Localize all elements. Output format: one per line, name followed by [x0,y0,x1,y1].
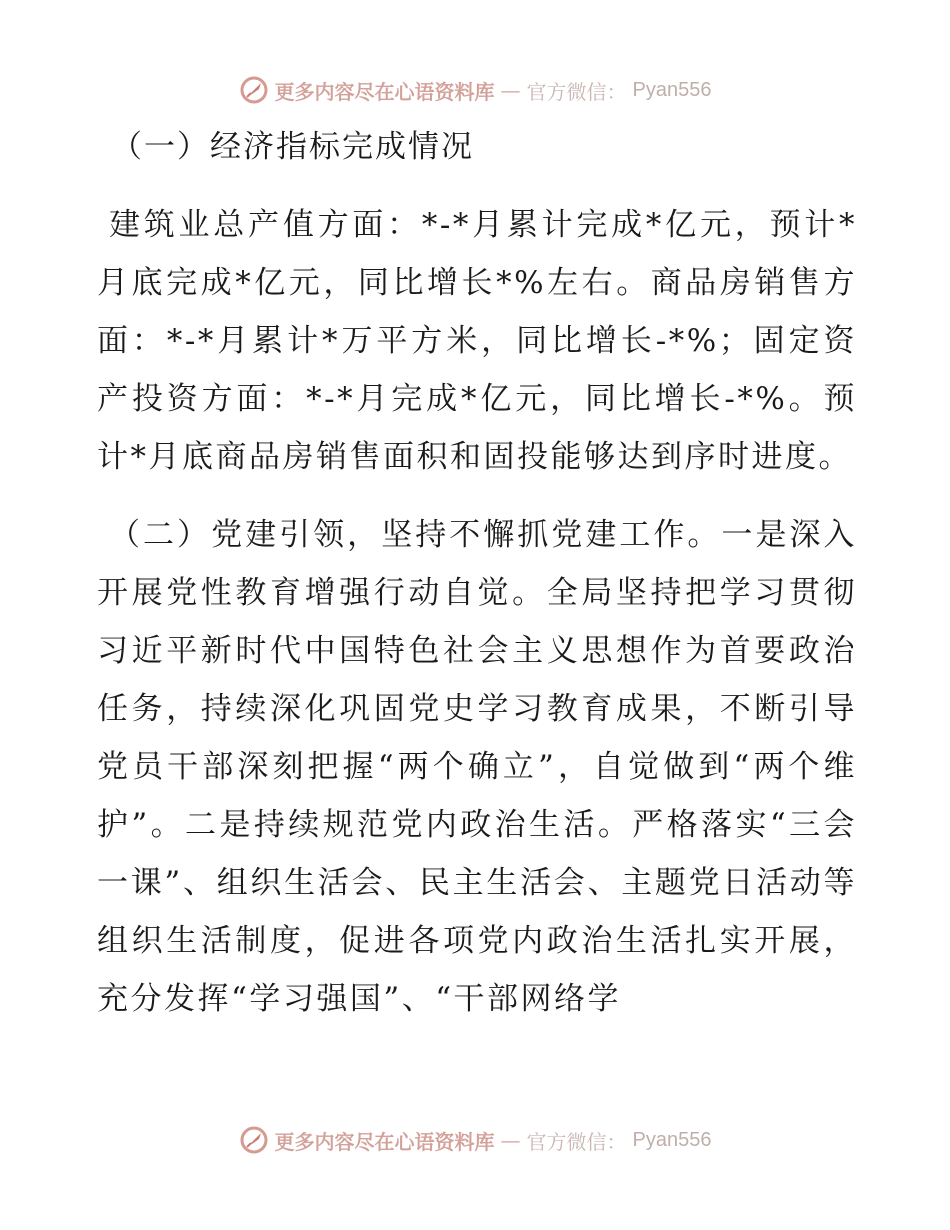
watermark-separator: — [500,1128,521,1152]
header-watermark [0,70,950,110]
paragraph-party-building: （二）党建引领，坚持不懈抓党建工作。一是深入开展党性教育增强行动自觉。全局坚持把学习贯彻习近平新时代中国特色社会主义思想作为首要政治任务，持续深化巩固党史学习教育成果，不断引导党员干部深刻把握“两个确立”，自觉做到“两个维护”。二是持续规范党内政治生活。严格落实“三会一课”、组织生活会、民主生活会、主题党日活动等组织生活制度，促进各项党内政治生活扎实开展，充分发挥“学习强国”、“干部网络学 [97,517,857,1017]
document-body [97,118,857,1028]
watermark-label: 官方微信： [526,79,627,104]
watermark-label: 官方微信： [526,1129,627,1154]
watermark-brand-text: 更多内容尽在心语资料库 [274,1129,495,1154]
quill-logo-icon [239,75,269,105]
footer-watermark [0,1120,950,1160]
quill-logo-icon [239,1125,269,1155]
section-heading-economic-indicators: （一）经济指标完成情况 [111,129,474,165]
watermark-separator: — [500,78,521,102]
watermark-account: Pyan556 [632,78,712,101]
watermark-brand-text: 更多内容尽在心语资料库 [274,79,495,104]
paragraph-economic-indicators: 建筑业总产值方面：*-*月累计完成*亿元，预计*月底完成*亿元，同比增长*%左右。商品房销售方面：*-*月累计*万平方米，同比增长-*%；固定资产投资方面：*-*月完成*亿元，同比增长-*%。预计*月底商品房销售面积和固投能够达到序时进度。 [97,207,857,475]
watermark-account: Pyan556 [632,1128,712,1151]
